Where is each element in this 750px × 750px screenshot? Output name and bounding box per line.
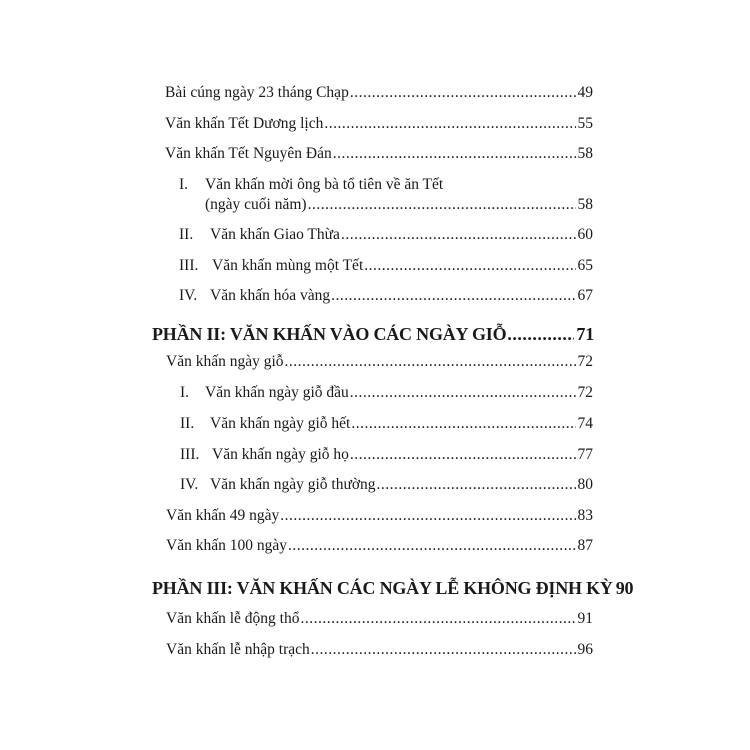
toc-entry-numeral: III. [179, 257, 199, 274]
toc-entry [166, 353, 593, 373]
toc-entry-page: 77 [577, 446, 593, 463]
dot-leader [300, 610, 575, 628]
toc-entry-page: 58 [577, 196, 593, 213]
part-heading-page: 71 [576, 324, 594, 344]
toc-entry-label: Văn khấn ngày giỗ thường [210, 476, 376, 493]
dot-leader [285, 353, 576, 371]
toc-entry-label: Văn khấn lễ động thổ [166, 610, 300, 627]
toc-entry-numeral: III. [180, 446, 200, 463]
toc-entry-page: 65 [577, 257, 593, 274]
toc-entry [166, 537, 593, 557]
toc-entry-label: Văn khấn Tết Dương lịch [165, 115, 324, 132]
toc-entry-label: (ngày cuối năm) [205, 196, 307, 213]
toc-entry [165, 84, 593, 104]
toc-entry [166, 507, 593, 527]
toc-part-heading [152, 324, 594, 348]
toc-entry [205, 196, 593, 216]
dot-leader [364, 257, 575, 275]
dot-leader [333, 145, 576, 163]
toc-entry-label: Văn khấn Giao Thừa [210, 226, 340, 243]
toc-entry-label: Văn khấn 49 ngày [166, 507, 280, 524]
dot-leader [350, 84, 576, 102]
dot-leader [308, 196, 576, 214]
toc-entry-label: Văn khấn ngày giỗ [166, 353, 284, 370]
toc-entry-page: 55 [577, 115, 593, 132]
toc-entry-page: 74 [577, 415, 593, 432]
toc-entry-label: Văn khấn 100 ngày [166, 537, 287, 554]
toc-entry [165, 115, 593, 135]
dot-leader [350, 446, 576, 464]
toc-entry-label: Văn khấn ngày giỗ đầu [205, 384, 349, 401]
toc-entry-page: 58 [577, 145, 593, 162]
toc-entry-page: 60 [577, 226, 593, 243]
toc-entry-page: 96 [577, 641, 593, 658]
toc-entry-page: 49 [577, 84, 593, 101]
toc-entry [179, 257, 593, 277]
toc-entry-page: 83 [577, 507, 593, 524]
dot-leader [331, 287, 575, 305]
toc-entry [180, 384, 593, 404]
dot-leader [377, 476, 576, 494]
toc-entry-numeral: I. [180, 384, 190, 401]
part-heading-page: 90 [615, 578, 634, 598]
toc-entry-page: 67 [577, 287, 593, 304]
dot-leader [350, 384, 576, 402]
toc-entry-label: Văn khấn ngày giỗ hết [210, 415, 351, 432]
dot-leader [324, 115, 575, 133]
toc-entry [166, 641, 593, 661]
toc-entry-label: Văn khấn Tết Nguyên Đán [165, 145, 332, 162]
toc-entry-label: Bài cúng ngày 23 tháng Chạp [165, 84, 349, 101]
toc-entry [180, 415, 593, 435]
toc-entry-page: 87 [577, 537, 593, 554]
toc-entry-label: Văn khấn lễ nhập trạch [166, 641, 310, 658]
toc-entry [165, 145, 593, 165]
toc-part-heading [152, 578, 634, 602]
toc-entry [180, 476, 593, 496]
part-heading-title: PHẦN II: VĂN KHẤN VÀO CÁC NGÀY GIỖ [152, 324, 507, 344]
toc-entry-label-line1: Văn khấn mời ông bà tổ tiên về ăn Tết [205, 176, 444, 193]
dot-leader [311, 641, 576, 659]
toc-entry [179, 287, 593, 307]
toc-entry-label: Văn khấn mùng một Tết [212, 257, 364, 274]
toc-entry-page: 72 [577, 353, 593, 370]
dot-leader [288, 537, 576, 555]
toc-entry [179, 226, 593, 246]
toc-entry-numeral: II. [180, 415, 195, 432]
toc-entry-numeral: I. [179, 176, 189, 193]
dot-leader [341, 226, 576, 244]
toc-entry-page: 80 [577, 476, 593, 493]
dot-leader [280, 507, 575, 525]
toc-entry [180, 446, 593, 466]
toc-entry [166, 610, 593, 630]
toc-entry-label: Văn khấn ngày giỗ họ [212, 446, 349, 463]
toc-entry-numeral: II. [179, 226, 194, 243]
part-heading-title: PHẦN III: VĂN KHẤN CÁC NGÀY LỄ KHÔNG ĐỊNH KỲ [152, 578, 613, 598]
toc-entry-numeral: IV. [180, 476, 199, 493]
toc-entry-numeral: IV. [179, 287, 198, 304]
toc-entry-label: Văn khấn hóa vàng [210, 287, 331, 304]
toc-entry-page: 91 [577, 610, 593, 627]
dot-leader [507, 324, 574, 345]
dot-leader [351, 415, 575, 433]
toc-entry-page: 72 [577, 384, 593, 401]
